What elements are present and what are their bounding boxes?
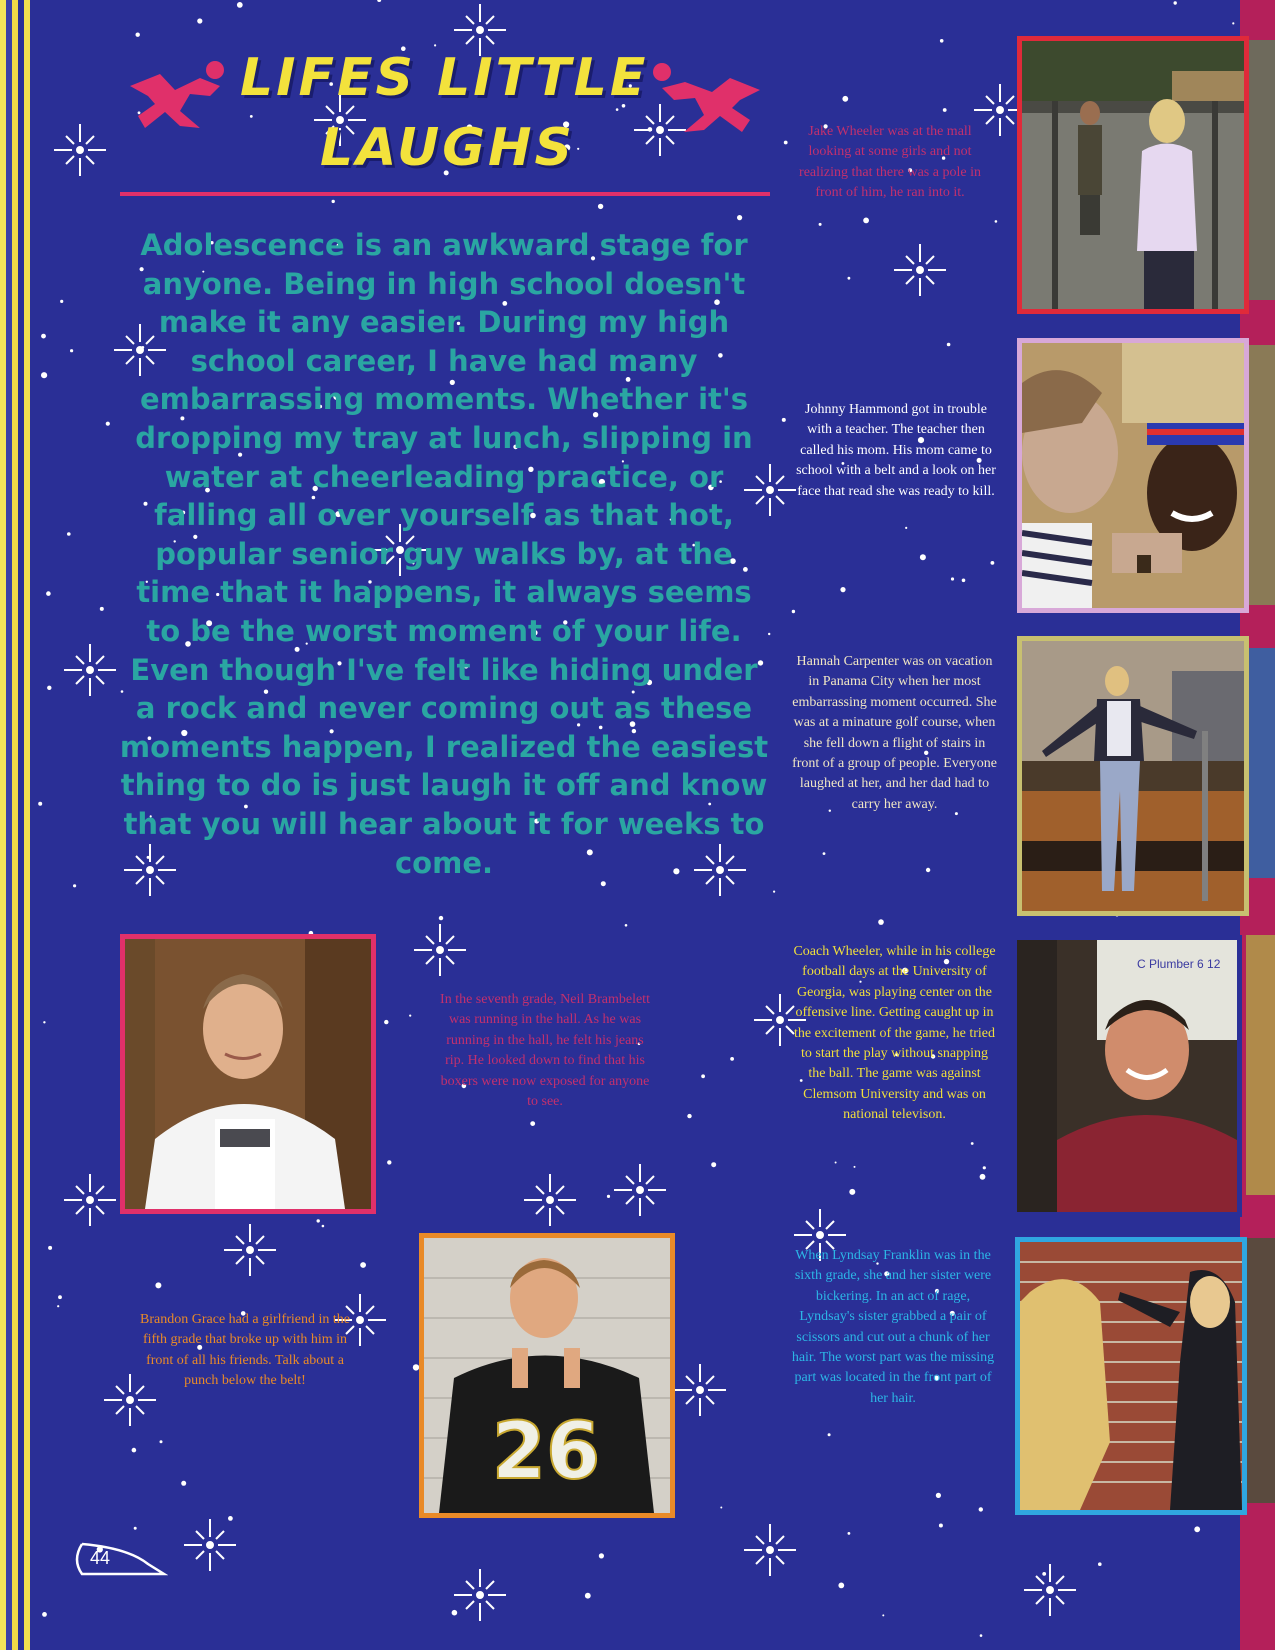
- star-dot: [228, 1516, 233, 1521]
- star-dot: [625, 924, 628, 927]
- dancing-figure-left-icon: [120, 56, 240, 136]
- star-dot: [701, 1074, 705, 1078]
- star-burst-icon: [614, 1164, 666, 1216]
- photo-jake-wheeler: [1017, 36, 1249, 314]
- star-burst-icon: [744, 1524, 796, 1576]
- star-dot: [730, 1057, 734, 1061]
- page-number-badge: [68, 1540, 168, 1580]
- star-dot: [530, 1121, 535, 1126]
- photo-lyndsay-franklin: [1015, 1237, 1247, 1515]
- star-dot: [360, 1262, 366, 1268]
- photo-coach-wheeler: [1012, 935, 1242, 1217]
- star-dot: [854, 1166, 856, 1168]
- caption-johnny-hammond: Johnny Hammond got in trouble with a teacher. The teacher then called his mom. His mom came to school with a belt and a look on her face that read she was ready to kill.: [796, 402, 996, 499]
- star-dot: [387, 1160, 391, 1164]
- star-dot: [48, 1246, 52, 1250]
- star-dot: [979, 1507, 983, 1511]
- star-dot: [42, 1612, 47, 1617]
- star-dot: [819, 223, 822, 226]
- caption-jake-wheeler: Jake Wheeler was at the mall looking at some girls and not realizing that there was a pole in front of him, he ran into it.: [799, 124, 981, 201]
- star-dot: [905, 527, 907, 529]
- star-burst-icon: [1024, 1564, 1076, 1616]
- star-burst-icon: [64, 644, 116, 696]
- star-dot: [41, 372, 47, 378]
- star-dot: [598, 204, 603, 209]
- star-dot: [439, 916, 443, 920]
- page-number: 44: [90, 1548, 111, 1568]
- star-dot: [840, 587, 845, 592]
- star-burst-icon: [414, 924, 466, 976]
- star-dot: [607, 1195, 610, 1198]
- star-dot: [863, 218, 869, 224]
- star-dot: [849, 1189, 855, 1195]
- star-dot: [317, 1219, 320, 1222]
- star-dot: [951, 577, 954, 580]
- star-dot: [322, 1225, 325, 1228]
- star-dot: [160, 1440, 163, 1443]
- star-dot: [920, 554, 926, 560]
- star-dot: [878, 919, 884, 925]
- star-dot: [711, 1162, 716, 1167]
- star-dot: [1174, 1, 1177, 4]
- star-dot: [773, 891, 775, 893]
- star-dot: [100, 607, 104, 611]
- photo-johnny-hammond: [1017, 338, 1249, 613]
- star-dot: [782, 418, 786, 422]
- title-line-2: LAUGHS: [320, 118, 575, 178]
- star-dot: [58, 1295, 62, 1299]
- photo-hannah-carpenter: [1017, 636, 1249, 916]
- star-dot: [43, 1021, 45, 1023]
- star-burst-icon: [894, 244, 946, 296]
- star-dot: [980, 1174, 986, 1180]
- caption-neil-brambelett: In the seventh grade, Neil Brambelett was running in the hall. As he was running in the hall, he felt his jeans rip. He looked down to find that his boxers were now exposed for anyone to see.: [440, 992, 650, 1110]
- page-binding-edge: [0, 0, 34, 1650]
- star-dot: [60, 300, 63, 303]
- star-dot: [835, 1162, 837, 1164]
- star-dot: [377, 0, 381, 2]
- star-dot: [134, 1527, 137, 1530]
- star-dot: [737, 215, 742, 220]
- star-dot: [585, 1593, 591, 1599]
- star-dot: [1194, 1526, 1200, 1532]
- intro-paragraph: Adolescence is an awkward stage for anyone. Being in high school doesn't make it any easier. During my high school career, I have had many embarrassing moments. Whether it's dropping my tray at lunch, slipping in water at cheerleading practice, or falling all over yourself as that hot, popular senior guy walks by, at the time that it happens, it always seems to be the worst moment of your life. Even though I've felt like hiding under a rock and never coming out as these moments happen, I realized the easiest thing to do is just laugh it off and know that you will hear about it for weeks to come.: [119, 228, 769, 880]
- star-dot: [67, 532, 71, 536]
- star-dot: [838, 1583, 844, 1589]
- photo-brandon-grace: [419, 1233, 675, 1518]
- photo-neil-brambelett: [120, 934, 376, 1214]
- star-dot: [842, 96, 848, 102]
- star-dot: [47, 686, 51, 690]
- star-dot: [936, 1493, 941, 1498]
- star-dot: [962, 579, 966, 583]
- title-underline: [120, 192, 770, 196]
- star-burst-icon: [184, 1519, 236, 1571]
- star-dot: [947, 343, 951, 347]
- star-dot: [384, 1020, 388, 1024]
- star-burst-icon: [224, 1224, 276, 1276]
- jersey-number: 26: [491, 1407, 601, 1497]
- star-dot: [237, 2, 243, 8]
- star-dot: [995, 220, 998, 223]
- star-dot: [971, 1142, 974, 1145]
- star-dot: [882, 1614, 884, 1616]
- star-dot: [452, 1610, 458, 1616]
- caption-coach-wheeler: Coach Wheeler, while in his college football days at the University of Georgia, was playing center on the offensive line. Getting caught up in the excitement of the game, he tried to start the play without snapping the ball. The game was against Clemsom University and was on national televison.: [793, 944, 996, 1123]
- star-dot: [792, 610, 795, 613]
- caption-lyndsay-franklin: When Lyndsay Franklin was in the sixth grade, she and her sister were bickering. In an act of rage, Lyndsay's sister grabbed a pair of scissors and cut out a chunk of her hair. The worst part was the missing part was located in the front part of her hair.: [791, 1248, 995, 1406]
- star-dot: [41, 334, 46, 339]
- star-dot: [1232, 22, 1234, 24]
- star-dot: [940, 39, 944, 43]
- star-burst-icon: [54, 124, 106, 176]
- star-dot: [132, 1448, 137, 1453]
- star-dot: [848, 277, 851, 280]
- page-title-block: [120, 38, 770, 198]
- speech-bubble-icon: [68, 1540, 168, 1580]
- star-dot: [409, 1015, 411, 1017]
- star-dot: [828, 1433, 831, 1436]
- star-dot: [687, 1114, 691, 1118]
- dancing-figure-right-icon: [640, 60, 770, 140]
- star-dot: [70, 349, 73, 352]
- whiteboard-text: C Plumber 6 12: [1137, 957, 1221, 971]
- star-dot: [155, 1282, 161, 1288]
- star-dot: [720, 1507, 722, 1509]
- star-dot: [332, 200, 335, 203]
- star-burst-icon: [454, 1569, 506, 1621]
- star-dot: [943, 108, 947, 112]
- star-dot: [73, 884, 76, 887]
- star-dot: [599, 1553, 604, 1558]
- star-dot: [991, 561, 995, 565]
- star-dot: [939, 1524, 943, 1528]
- star-dot: [106, 422, 110, 426]
- star-dot: [136, 33, 140, 37]
- star-dot: [848, 1532, 851, 1535]
- star-burst-icon: [64, 1174, 116, 1226]
- star-dot: [1042, 1572, 1046, 1576]
- star-dot: [181, 1481, 186, 1486]
- caption-brandon-grace: Brandon Grace had a girlfriend in the fifth grade that broke up with him in front of all his friends. Talk about a punch below the belt!: [140, 1312, 350, 1389]
- star-dot: [983, 1166, 986, 1169]
- star-burst-icon: [674, 1364, 726, 1416]
- star-dot: [784, 141, 788, 145]
- star-dot: [1098, 1562, 1102, 1566]
- star-dot: [57, 1305, 59, 1307]
- caption-hannah-carpenter: Hannah Carpenter was on vacation in Panama City when her most embarrassing moment occurred. She was at a minature golf course, when she fell down a flight of stairs in front of a group of people. Everyone laughed at her, and her dad had to carry her away.: [792, 654, 997, 812]
- title-line-1: LIFES LITTLE: [240, 48, 649, 108]
- star-burst-icon: [524, 1174, 576, 1226]
- star-dot: [46, 591, 51, 596]
- star-dot: [980, 1634, 983, 1637]
- star-dot: [926, 868, 930, 872]
- star-dot: [823, 852, 826, 855]
- star-dot: [197, 18, 202, 23]
- star-dot: [38, 802, 42, 806]
